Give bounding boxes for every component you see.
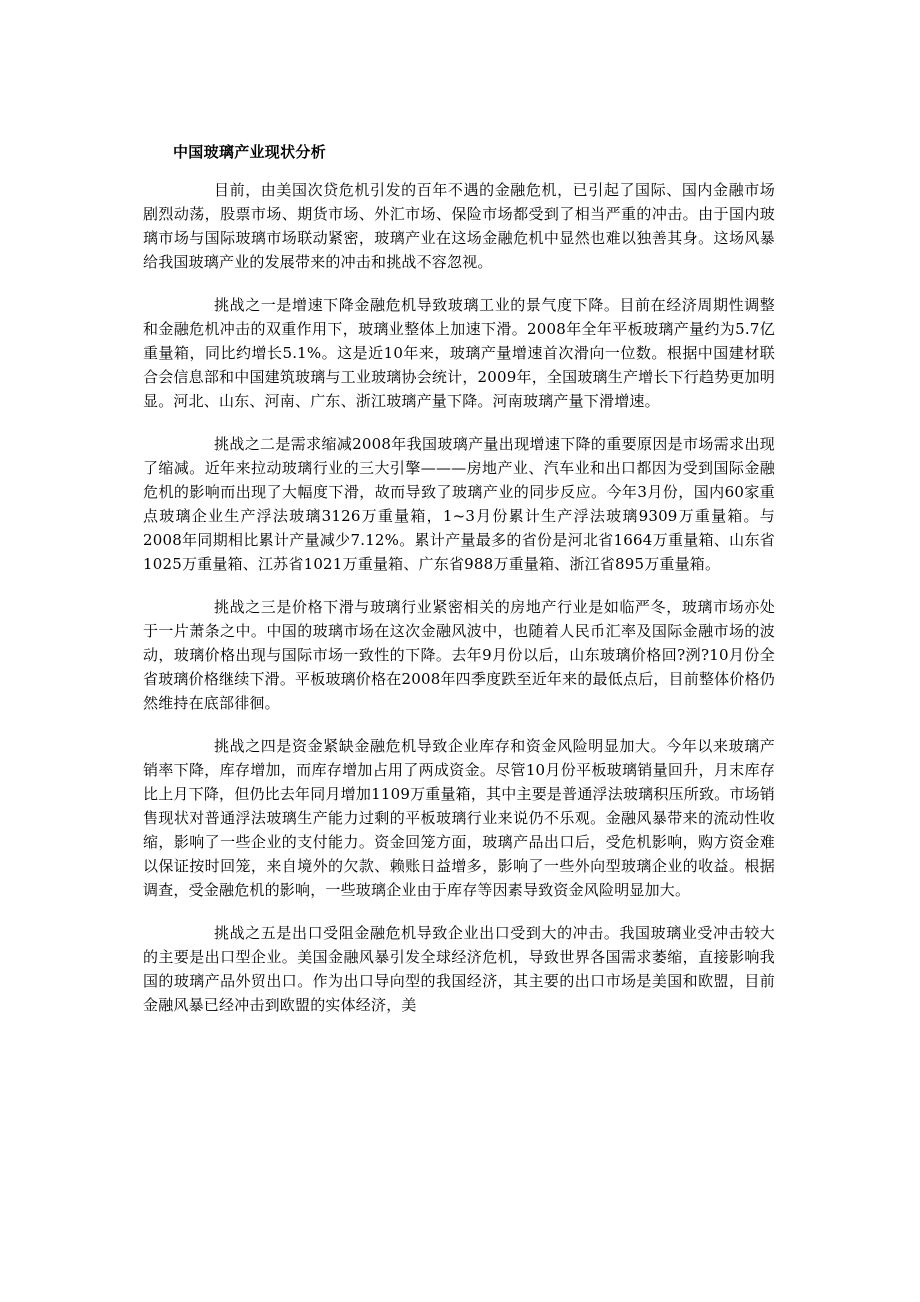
- paragraph-challenge-1: 挑战之一是增速下降金融危机导致玻璃工业的景气度下降。目前在经济周期性调整和金融危机冲击的双重作用下，玻璃业整体上加速下滑。2008年全年平板玻璃产量约为5.7亿重量箱，同比约增长5.1%。这是近10年来，玻璃产量增速首次滑向一位数。根据中国建材联合会信息部和中国建筑玻璃与工业玻璃协会统计，2009年，全国玻璃生产增长下行趋势更加明显。河北、山东、河南、广东、浙江玻璃产量下降。河南玻璃产量下滑增速。: [143, 296, 775, 410]
- paragraph-challenge-4: 挑战之四是资金紧缺金融危机导致企业库存和资金风险明显加大。今年以来玻璃产销率下降，库存增加，而库存增加占用了两成资金。尽管10月份平板玻璃销量回升，月末库存比上月下降，但仍比去年同月增加1109万重量箱，其中主要是普通浮法玻璃积压所致。市场销售现状对普通浮法玻璃生产能力过剩的平板玻璃行业来说仍不乐观。金融风暴带来的流动性收缩，影响了一些企业的支付能力。资金回笼方面，玻璃产品出口后，受危机影响，购方资金难以保证按时回笼，来自境外的欠款、赖账日益增多，影响了一些外向型玻璃企业的收益。根据调查，受金融危机的影响，一些玻璃企业由于库存等因素导致资金风险明显加大。: [143, 737, 775, 899]
- paragraph-intro: 目前，由美国次贷危机引发的百年不遇的金融危机，已引起了国际、国内金融市场剧烈动荡，股票市场、期货市场、外汇市场、保险市场都受到了相当严重的冲击。由于国内玻璃市场与国际玻璃市场联动紧密，玻璃产业在这场金融危机中显然也难以独善其身。这场风暴给我国玻璃产业的发展带来的冲击和挑战不容忽视。: [143, 181, 775, 271]
- document-title: 中国玻璃产业现状分析: [173, 143, 327, 161]
- paragraph-challenge-2: 挑战之二是需求缩减2008年我国玻璃产量出现增速下降的重要原因是市场需求出现了缩减。近年来拉动玻璃行业的三大引擎———房地产业、汽车业和出口都因为受到国际金融危机的影响而出现了大幅度下滑，故而导致了玻璃产业的同步反应。今年3月份，国内60家重点玻璃企业生产浮法玻璃3126万重量箱，1~3月份累计生产浮法玻璃9309万重量箱。与2008年同期相比累计产量减少7.12%。累计产量最多的省份是河北省1664万重量箱、山东省1025万重量箱、江苏省1021万重量箱、广东省988万重量箱、浙江省895万重量箱。: [143, 435, 775, 573]
- paragraph-challenge-3: 挑战之三是价格下滑与玻璃行业紧密相关的房地产行业是如临严冬，玻璃市场亦处于一片萧条之中。中国的玻璃市场在这次金融风波中，也随着人民币汇率及国际金融市场的波动，玻璃价格出现与国际市场一致性的下降。去年9月份以后，山东玻璃价格回?洌?10月份全省玻璃价格继续下滑。平板玻璃价格在2008年四季度跌至近年来的最低点后，目前整体价格仍然维持在底部徘徊。: [143, 598, 775, 712]
- paragraph-challenge-5: 挑战之五是出口受阻金融危机导致企业出口受到大的冲击。我国玻璃业受冲击较大的主要是出口型企业。美国金融风暴引发全球经济危机，导致世界各国需求萎缩，直接影响我国的玻璃产品外贸出口。作为出口导向型的我国经济，其主要的出口市场是美国和欧盟，目前金融风暴已经冲击到欧盟的实体经济，美: [143, 924, 775, 1014]
- document-body: [143, 139, 775, 1017]
